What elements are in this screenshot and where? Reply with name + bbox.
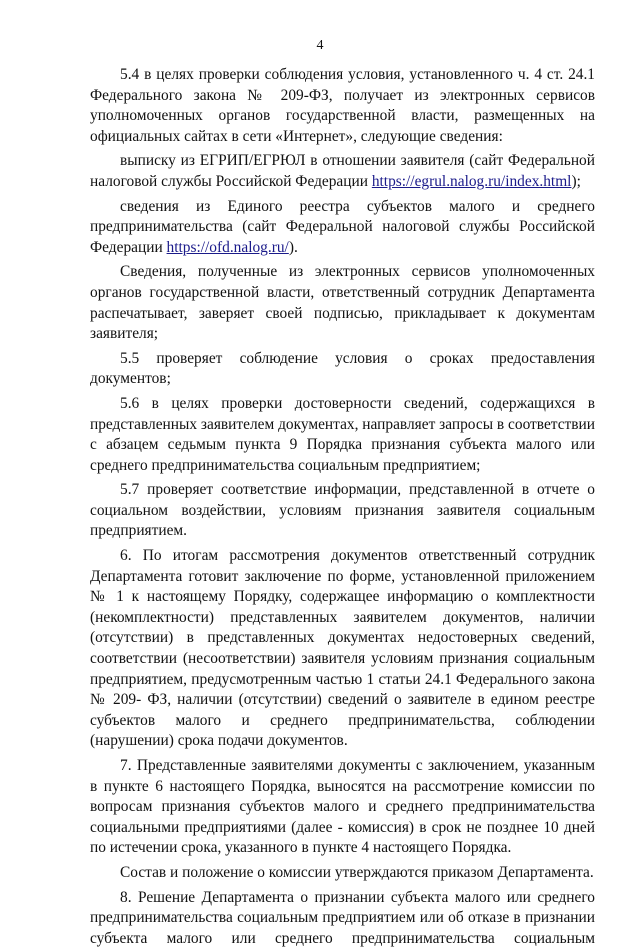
paragraph-5-6: 5.6 в целях проверки достоверности сведений, содержащихся в представленных заявителем документах, направляет запросы в соответствии с абзацем седьмым пункта 9 Порядка признания субъекта малого или среднего предпринимательства социальным предприятием; bbox=[90, 394, 595, 474]
paragraph-7: 7. Представленные заявителями документы с заключением, указанным в пункте 6 настоящего Порядка, выносятся на рассмотрение комиссии по вопросам признания субъектов малого и среднего предпринимательства социальными предприятиями (далее - комиссия) в срок не позднее 10 дней по истечении срока, указанного в пункте 4 настоящего Порядка. bbox=[90, 757, 595, 857]
paragraph-6: 6. По итогам рассмотрения документов ответственный сотрудник Департамента готовит заключение по форме, установленной приложением № 1 к настоящему Порядку, содержащее информацию о комплектности (некомплектности) представленных заявителем документов, наличии (отсутствии) в представленных документах недостоверных сведений, соответствии (несоответствии) заявителя условиям признания социальным предприятием, предусмотренным частью 1 статьи 24.1 Федерального закона № 209- ФЗ, наличии (отсутствии) сведений о заявителе в едином реестре субъектов малого и среднего предпринимательства, соблюдении (нарушении) срока подачи документов. bbox=[90, 547, 595, 750]
paragraph-received-info: Сведения, полученные из электронных сервисов уполномоченных органов государственной власти, ответственный сотрудник Департамента распечатывает, заверяет своей подписью, прикладывает к документам заявителя; bbox=[90, 263, 595, 343]
paragraph-5-5: 5.5 проверяет соблюдение условия о сроках предоставления документов; bbox=[90, 349, 595, 388]
paragraph-5-7: 5.7 проверяет соответствие информации, представленной в отчете о социальном воздействии, условиям признания заявителя социальным предприятием. bbox=[90, 481, 595, 540]
paragraph-egrul-extract bbox=[90, 151, 595, 192]
document-body bbox=[90, 65, 595, 949]
paragraph-8: 8. Решение Департамента о признании субъекта малого или среднего предпринимательства социальным предприятием или об отказе в признании субъекта малого или среднего предпринимательства социальным bbox=[90, 888, 595, 947]
paragraph-text: выписку из ЕГРИП/ЕГРЮЛ в отношении заявителя (сайт Федеральной налоговой службы Российской Федерации bbox=[90, 152, 595, 190]
paragraph-5-4: 5.4 в целях проверки соблюдения условия, установленного ч. 4 ст. 24.1 Федерального закона № 209-ФЗ, получает из электронных сервисов уполномоченных органов государственной власти, размещенных на официальных сайтах в сети «Интернет», следующие сведения: bbox=[90, 66, 595, 145]
paragraph-sme-registry bbox=[90, 197, 595, 259]
ofd-link[interactable]: https://ofd.nalog.ru/ bbox=[166, 238, 289, 256]
paragraph-commission: Состав и положение о комиссии утверждаются приказом Департамента. bbox=[120, 863, 594, 881]
paragraph-text-end: ); bbox=[571, 172, 581, 190]
paragraph-text-end: ). bbox=[288, 238, 298, 256]
paragraph-text: сведения из Единого реестра субъектов малого и среднего предпринимательства (сайт Федеральной налоговой службы Российской Федерации bbox=[90, 197, 595, 256]
egrul-link[interactable]: https://egrul.nalog.ru/index.html bbox=[371, 172, 572, 190]
page-number: 4 bbox=[316, 38, 324, 53]
